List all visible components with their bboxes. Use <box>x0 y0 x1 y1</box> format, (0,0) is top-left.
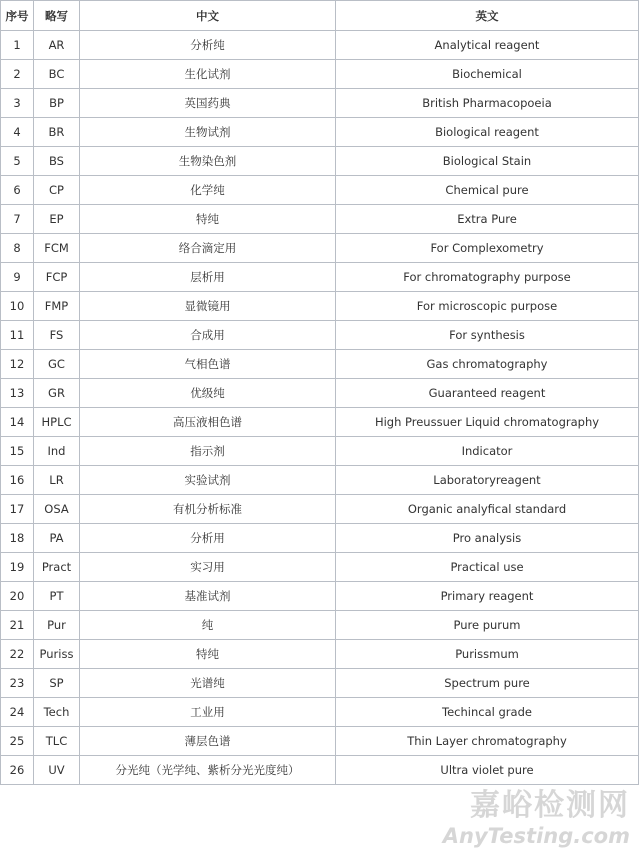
cell-english: Thin Layer chromatography <box>336 727 639 756</box>
cell-index: 24 <box>1 698 34 727</box>
cell-chinese: 实验试剂 <box>80 466 336 495</box>
cell-abbr: BC <box>34 60 80 89</box>
cell-chinese: 指示剂 <box>80 437 336 466</box>
cell-english: High Preussuer Liquid chromatography <box>336 408 639 437</box>
cell-abbr: OSA <box>34 495 80 524</box>
table-row <box>1 437 639 466</box>
cell-english: Biochemical <box>336 60 639 89</box>
cell-english: Purissmum <box>336 640 639 669</box>
cell-chinese: 络合滴定用 <box>80 234 336 263</box>
table-row <box>1 698 639 727</box>
cell-english: Pure purum <box>336 611 639 640</box>
cell-chinese: 层析用 <box>80 263 336 292</box>
cell-abbr: AR <box>34 31 80 60</box>
cell-english: Organic analyfical standard <box>336 495 639 524</box>
cell-abbr: HPLC <box>34 408 80 437</box>
cell-chinese: 化学纯 <box>80 176 336 205</box>
cell-abbr: Puriss <box>34 640 80 669</box>
table-row <box>1 292 639 321</box>
table-row <box>1 466 639 495</box>
cell-abbr: Ind <box>34 437 80 466</box>
cell-index: 18 <box>1 524 34 553</box>
cell-index: 6 <box>1 176 34 205</box>
table-row <box>1 176 639 205</box>
cell-index: 4 <box>1 118 34 147</box>
cell-abbr: LR <box>34 466 80 495</box>
cell-index: 20 <box>1 582 34 611</box>
cell-chinese: 光谱纯 <box>80 669 336 698</box>
cell-index: 19 <box>1 553 34 582</box>
table-row <box>1 321 639 350</box>
cell-chinese: 优级纯 <box>80 379 336 408</box>
cell-english: Indicator <box>336 437 639 466</box>
cell-english: Gas chromatography <box>336 350 639 379</box>
table-row <box>1 553 639 582</box>
cell-abbr: BP <box>34 89 80 118</box>
cell-index: 25 <box>1 727 34 756</box>
header-chinese: 中文 <box>80 1 336 31</box>
cell-english: Analytical reagent <box>336 31 639 60</box>
watermark-en: AnyTesting.com <box>442 824 630 848</box>
cell-index: 10 <box>1 292 34 321</box>
cell-abbr: GC <box>34 350 80 379</box>
cell-chinese: 合成用 <box>80 321 336 350</box>
table-row <box>1 582 639 611</box>
cell-english: Spectrum pure <box>336 669 639 698</box>
cell-english: Biological reagent <box>336 118 639 147</box>
cell-index: 16 <box>1 466 34 495</box>
cell-index: 15 <box>1 437 34 466</box>
cell-abbr: GR <box>34 379 80 408</box>
cell-abbr: FMP <box>34 292 80 321</box>
header-english: 英文 <box>336 1 639 31</box>
watermark <box>0 785 630 849</box>
cell-index: 8 <box>1 234 34 263</box>
table-row <box>1 524 639 553</box>
cell-chinese: 特纯 <box>80 640 336 669</box>
cell-chinese: 气相色谱 <box>80 350 336 379</box>
cell-abbr: FCM <box>34 234 80 263</box>
cell-abbr: FS <box>34 321 80 350</box>
cell-index: 7 <box>1 205 34 234</box>
cell-english: For chromatography purpose <box>336 263 639 292</box>
table-row <box>1 31 639 60</box>
cell-english: For microscopic purpose <box>336 292 639 321</box>
cell-chinese: 高压液相色谱 <box>80 408 336 437</box>
table-row <box>1 756 639 785</box>
cell-abbr: Tech <box>34 698 80 727</box>
cell-english: Ultra violet pure <box>336 756 639 785</box>
header-row <box>1 1 639 31</box>
cell-index: 12 <box>1 350 34 379</box>
table-row <box>1 60 639 89</box>
cell-english: British Pharmacopoeia <box>336 89 639 118</box>
cell-chinese: 纯 <box>80 611 336 640</box>
cell-abbr: PA <box>34 524 80 553</box>
cell-english: Biological Stain <box>336 147 639 176</box>
cell-english: For synthesis <box>336 321 639 350</box>
cell-abbr: SP <box>34 669 80 698</box>
table-row <box>1 350 639 379</box>
cell-chinese: 分光纯（光学纯、紫析分光光度纯） <box>80 756 336 785</box>
table-row <box>1 727 639 756</box>
cell-index: 21 <box>1 611 34 640</box>
cell-english: Techincal grade <box>336 698 639 727</box>
cell-abbr: CP <box>34 176 80 205</box>
watermark-cn: 嘉峪检测网 <box>470 788 630 823</box>
cell-english: Practical use <box>336 553 639 582</box>
cell-abbr: UV <box>34 756 80 785</box>
table-row <box>1 640 639 669</box>
cell-chinese: 实习用 <box>80 553 336 582</box>
cell-english: For Complexometry <box>336 234 639 263</box>
cell-english: Primary reagent <box>336 582 639 611</box>
cell-abbr: FCP <box>34 263 80 292</box>
cell-chinese: 工业用 <box>80 698 336 727</box>
cell-index: 22 <box>1 640 34 669</box>
cell-index: 23 <box>1 669 34 698</box>
cell-chinese: 生物试剂 <box>80 118 336 147</box>
table-row <box>1 611 639 640</box>
cell-chinese: 生物染色剂 <box>80 147 336 176</box>
cell-english: Chemical pure <box>336 176 639 205</box>
cell-abbr: EP <box>34 205 80 234</box>
cell-abbr: TLC <box>34 727 80 756</box>
cell-abbr: Pur <box>34 611 80 640</box>
table-row <box>1 408 639 437</box>
cell-index: 1 <box>1 31 34 60</box>
cell-english: Guaranteed reagent <box>336 379 639 408</box>
cell-index: 17 <box>1 495 34 524</box>
cell-abbr: BS <box>34 147 80 176</box>
cell-index: 5 <box>1 147 34 176</box>
table-row <box>1 379 639 408</box>
cell-index: 13 <box>1 379 34 408</box>
cell-english: Laboratoryreagent <box>336 466 639 495</box>
table-row <box>1 147 639 176</box>
cell-chinese: 生化试剂 <box>80 60 336 89</box>
header-index: 序号 <box>1 1 34 31</box>
table-row <box>1 669 639 698</box>
cell-index: 11 <box>1 321 34 350</box>
cell-chinese: 显微镜用 <box>80 292 336 321</box>
table-row <box>1 263 639 292</box>
cell-chinese: 薄层色谱 <box>80 727 336 756</box>
cell-abbr: PT <box>34 582 80 611</box>
cell-index: 9 <box>1 263 34 292</box>
cell-english: Pro analysis <box>336 524 639 553</box>
cell-index: 14 <box>1 408 34 437</box>
cell-abbr: BR <box>34 118 80 147</box>
cell-chinese: 英国药典 <box>80 89 336 118</box>
header-abbr: 略写 <box>34 1 80 31</box>
cell-index: 26 <box>1 756 34 785</box>
cell-chinese: 分析纯 <box>80 31 336 60</box>
cell-index: 3 <box>1 89 34 118</box>
table-row <box>1 205 639 234</box>
cell-english: Extra Pure <box>336 205 639 234</box>
cell-chinese: 基准试剂 <box>80 582 336 611</box>
table-row <box>1 118 639 147</box>
cell-chinese: 特纯 <box>80 205 336 234</box>
cell-index: 2 <box>1 60 34 89</box>
table-row <box>1 89 639 118</box>
cell-chinese: 有机分析标准 <box>80 495 336 524</box>
cell-chinese: 分析用 <box>80 524 336 553</box>
cell-abbr: Pract <box>34 553 80 582</box>
table-row <box>1 495 639 524</box>
table-row <box>1 234 639 263</box>
